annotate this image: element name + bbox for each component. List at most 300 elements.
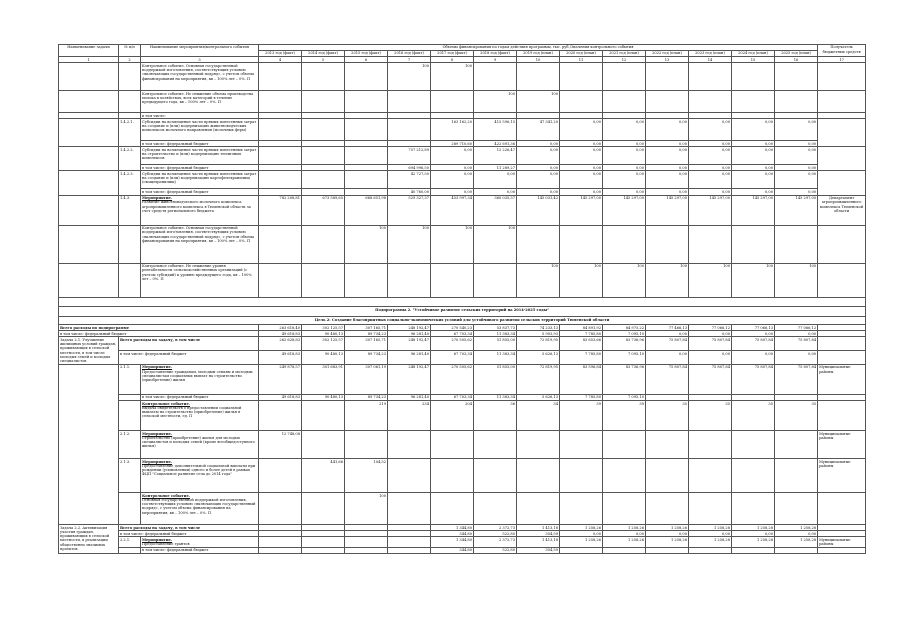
control-event-cell xyxy=(141,63,259,91)
subsidy-event-cell xyxy=(141,171,259,189)
item-number: 1.4.2.3. xyxy=(119,171,141,195)
value-cell: 11 383,34 xyxy=(474,395,517,401)
program-funding-table xyxy=(58,44,866,554)
value-cell: 7 095,10 xyxy=(603,351,646,365)
subsidy-row xyxy=(59,171,866,189)
value-cell: 145 297,00 xyxy=(732,195,775,225)
value-cell: 104,52 xyxy=(345,459,388,493)
task-sum-row xyxy=(59,337,866,351)
federal-label: в том числе: федеральный бюджет xyxy=(141,395,259,401)
value-cell xyxy=(345,119,388,141)
value-cell xyxy=(388,459,431,493)
column-number: 13 xyxy=(646,57,689,63)
table-cell xyxy=(59,365,119,525)
task-cell: Задача 2.2. Активизация участия граждан, проживающих в сельской местности, в реализации общественно значимых проектов. xyxy=(59,525,119,554)
value-cell: 0,00 xyxy=(517,189,560,195)
measure-row xyxy=(59,365,866,395)
year-header: 2016 год (факт) xyxy=(388,51,431,57)
table-cell xyxy=(59,225,119,263)
value-cell: 1 258,28 xyxy=(775,537,818,547)
value-cell xyxy=(345,91,388,113)
value-cell: 11 383,34 xyxy=(474,351,517,365)
column-number: 12 xyxy=(603,57,646,63)
event-text: Контрольное событие. Не снижение объема производства молока в хозяйствах, всех категорий в течение предыдущего года, кв – 100% лет – 0%. П xyxy=(142,91,254,105)
value-cell: 100 xyxy=(345,225,388,263)
value-cell: 0,00 xyxy=(775,119,818,141)
value-cell: 74 233,13 xyxy=(517,325,560,331)
value-cell: 344,80 xyxy=(431,531,474,537)
year-header: 2017 год (факт) xyxy=(431,51,474,57)
measure-row xyxy=(59,459,866,493)
value-cell xyxy=(560,431,603,459)
column-number: 7 xyxy=(388,57,431,63)
value-cell xyxy=(259,119,302,141)
table-cell xyxy=(818,401,866,431)
value-cell: 89 734,23 xyxy=(345,395,388,401)
value-cell: 83 653,66 xyxy=(560,337,603,351)
value-cell: 39 xyxy=(603,401,646,431)
federal-row xyxy=(59,547,866,553)
value-cell: 0,00 xyxy=(646,531,689,537)
item-number: 1.4.2.1. xyxy=(119,119,141,147)
value-cell: 0,00 xyxy=(689,189,732,195)
value-cell: 49 618,83 xyxy=(259,351,302,365)
value-cell: 35 xyxy=(775,401,818,431)
event-heading: Контрольное событие. xyxy=(142,493,190,498)
value-cell: 1 258,28 xyxy=(775,525,818,531)
value-cell: 0,00 xyxy=(775,141,818,147)
year-header: 2014 год (факт) xyxy=(302,51,345,57)
value-cell xyxy=(259,147,302,165)
event-text: Субсидии на возмещение части прямых понесенных затрат на создание и (или) модернизацию картофелехранилищ (овощехранилищ) xyxy=(142,171,257,185)
value-cell: 219 xyxy=(345,401,388,431)
value-cell xyxy=(603,431,646,459)
value-cell: 36 xyxy=(474,401,517,431)
value-cell xyxy=(259,91,302,113)
subprogram-title-row xyxy=(59,307,866,317)
value-cell xyxy=(732,493,775,525)
year-header: 2021 год (план) xyxy=(603,51,646,57)
value-cell: 77 466,13 xyxy=(646,325,689,331)
value-cell: 415 596,15 xyxy=(474,119,517,141)
control-event-cell xyxy=(141,91,259,113)
value-cell: 529 327,37 xyxy=(388,195,431,225)
value-cell: 0,00 xyxy=(732,351,775,365)
value-cell xyxy=(388,431,431,459)
value-cell xyxy=(302,493,345,525)
value-cell: 354,59 xyxy=(517,531,560,537)
item-number: 2.1.2. xyxy=(119,431,141,459)
value-cell: 0,00 xyxy=(646,331,689,337)
value-cell: 0,00 xyxy=(646,189,689,195)
value-cell: 84 891,92 xyxy=(560,325,603,331)
value-cell: 0,00 xyxy=(603,165,646,171)
table-cell xyxy=(119,225,141,263)
value-cell: 75 807,84 xyxy=(775,337,818,351)
table-cell xyxy=(119,263,141,297)
value-cell: 0,00 xyxy=(775,165,818,171)
value-cell: 0,00 xyxy=(431,189,474,195)
value-cell xyxy=(732,547,775,553)
col-header-num: № п/п xyxy=(119,45,141,57)
event-heading: Мероприятие. xyxy=(142,459,173,464)
value-cell: 75 807,84 xyxy=(646,337,689,351)
year-header: 2022 год (план) xyxy=(646,51,689,57)
control-event-cell xyxy=(141,263,259,297)
value-cell: 100 xyxy=(689,263,732,297)
value-cell: 100 xyxy=(474,91,517,113)
column-number: 16 xyxy=(775,57,818,63)
value-cell xyxy=(646,459,689,493)
value-cell xyxy=(732,431,775,459)
value-cell: 1 258,26 xyxy=(560,537,603,547)
value-cell xyxy=(732,459,775,493)
value-cell: 0,00 xyxy=(560,141,603,147)
value-cell: 0,00 xyxy=(603,171,646,189)
value-cell: 354,59 xyxy=(517,547,560,553)
value-cell: 51 855,00 xyxy=(474,365,517,395)
value-cell: 7 785,80 xyxy=(560,351,603,365)
value-cell xyxy=(345,63,388,91)
value-cell: 42 727,50 xyxy=(388,171,431,189)
item-number: 2.1.3. xyxy=(119,459,141,493)
value-cell: 301 683,91 xyxy=(302,365,345,395)
column-number: 4 xyxy=(259,57,302,63)
value-cell xyxy=(345,263,388,297)
value-cell: 100 xyxy=(732,263,775,297)
value-cell: 1 258,28 xyxy=(732,525,775,531)
table-cell xyxy=(818,91,866,113)
value-cell: 694 996,50 xyxy=(388,165,431,171)
value-cell: 0,00 xyxy=(603,147,646,165)
value-cell: 72 819,95 xyxy=(517,365,560,395)
value-cell: 522,80 xyxy=(474,547,517,553)
value-cell xyxy=(689,459,732,493)
value-cell: 1 258,26 xyxy=(560,525,603,531)
value-cell xyxy=(345,171,388,189)
value-cell xyxy=(388,119,431,141)
value-cell: 100 xyxy=(345,493,388,525)
value-cell: 0,00 xyxy=(646,147,689,165)
year-header: 2020 год (план) xyxy=(560,51,603,57)
value-cell: 67 703,34 xyxy=(431,395,474,401)
total-label: Всего расходы по подпрограмме xyxy=(59,325,259,331)
value-cell xyxy=(345,147,388,165)
value-cell: 7 785,80 xyxy=(560,331,603,337)
column-number: 6 xyxy=(345,57,388,63)
value-cell xyxy=(517,493,560,525)
year-header: 2015 год (факт) xyxy=(345,51,388,57)
value-cell: 83 596,84 xyxy=(560,365,603,395)
value-cell: 7 095,10 xyxy=(603,395,646,401)
table-cell xyxy=(818,171,866,195)
value-cell: 0,00 xyxy=(431,171,474,189)
value-cell: 0,00 xyxy=(474,189,517,195)
value-cell xyxy=(603,547,646,553)
control-event-cell xyxy=(141,401,259,431)
table-cell xyxy=(818,351,866,365)
value-cell: 35 xyxy=(732,401,775,431)
value-cell xyxy=(517,225,560,263)
measure-event-cell xyxy=(141,537,259,547)
value-cell: 1 258,26 xyxy=(646,537,689,547)
value-cell: 96 281,40 xyxy=(388,395,431,401)
item-number: 1.4.2.2. xyxy=(119,147,141,171)
value-cell: 0,00 xyxy=(689,331,732,337)
value-cell: 0,00 xyxy=(689,141,732,147)
table-cell xyxy=(59,91,119,113)
value-cell: 307 165,71 xyxy=(345,325,388,331)
column-number: 1 xyxy=(59,57,119,63)
value-cell: 0,00 xyxy=(517,141,560,147)
column-number: 8 xyxy=(431,57,474,63)
item-number: 2.1.1. xyxy=(119,365,141,395)
value-cell xyxy=(259,263,302,297)
value-cell xyxy=(259,547,302,553)
value-cell xyxy=(775,493,818,525)
value-cell: 100 xyxy=(388,63,431,91)
value-cell: 0,00 xyxy=(517,147,560,165)
value-cell: 757 212,89 xyxy=(388,147,431,165)
value-cell xyxy=(345,547,388,553)
value-cell: 5 626,13 xyxy=(517,351,560,365)
col-header-task: Наименование задачи xyxy=(59,45,119,57)
value-cell: 0,00 xyxy=(732,531,775,537)
value-cell xyxy=(689,431,732,459)
value-cell xyxy=(646,431,689,459)
measure-row xyxy=(59,431,866,459)
value-cell xyxy=(646,63,689,91)
performer-cell: Департамент агропромышленного комплекса Тюменской области xyxy=(818,195,866,225)
value-cell xyxy=(517,431,560,459)
value-cell: 453 997,34 xyxy=(431,195,474,225)
task-sum-label: Всего расходы на задачу, в том числе xyxy=(119,337,259,351)
value-cell: 1 258,28 xyxy=(689,537,732,547)
task-cell: Задача 2.1. Улучшение жилищных условий граждан, проживающих в сельской местности, в том числе молодых семей и молодых специалистов. xyxy=(59,337,119,365)
value-cell: 248 192,47 xyxy=(388,337,431,351)
value-cell: 145 031,42 xyxy=(517,195,560,225)
task-federal-label: в том числе: федеральный бюджет xyxy=(119,531,259,537)
federal-label: в том числе: федеральный бюджет xyxy=(141,189,259,195)
value-cell: 0,00 xyxy=(646,119,689,141)
task-federal-label: в том числе: федеральный бюджет xyxy=(119,351,259,365)
value-cell: 7 095,10 xyxy=(603,331,646,337)
value-cell: 289 710,60 xyxy=(431,141,474,147)
table-cell xyxy=(119,401,141,431)
federal-label: в том числе: федеральный бюджет xyxy=(141,141,259,147)
value-cell: 67 703,34 xyxy=(431,351,474,365)
column-number: 15 xyxy=(732,57,775,63)
value-cell xyxy=(259,171,302,189)
value-cell: 0,00 xyxy=(431,147,474,165)
column-number: 10 xyxy=(517,57,560,63)
value-cell: 5 626,13 xyxy=(517,395,560,401)
value-cell xyxy=(388,91,431,113)
note-cell: в том числе: xyxy=(141,113,259,119)
value-cell: 0,00 xyxy=(560,531,603,537)
value-cell xyxy=(732,225,775,263)
table-cell xyxy=(818,337,866,351)
table-cell xyxy=(59,147,119,171)
document-sheet xyxy=(58,44,864,554)
control-event-row xyxy=(59,493,866,525)
value-cell xyxy=(646,91,689,113)
federal-label: в том числе: федеральный бюджет xyxy=(141,165,259,171)
value-cell: 100 xyxy=(603,263,646,297)
subsidy-row xyxy=(59,147,866,165)
control-event-row xyxy=(59,225,866,263)
value-cell: 0,00 xyxy=(775,531,818,537)
value-cell: 0,00 xyxy=(560,147,603,165)
value-cell: 145 297,00 xyxy=(603,195,646,225)
value-cell: 0,00 xyxy=(775,189,818,195)
value-cell xyxy=(259,225,302,263)
value-cell xyxy=(560,547,603,553)
performer-cell: Муниципальные районы xyxy=(818,365,866,395)
value-cell: 263 618,40 xyxy=(259,325,302,331)
value-cell: 249 878,57 xyxy=(259,365,302,395)
year-header: 2019 год (план) xyxy=(517,51,560,57)
value-cell: 7 785,80 xyxy=(560,395,603,401)
value-cell: 100 xyxy=(431,63,474,91)
goal-row xyxy=(59,317,866,325)
value-cell xyxy=(689,225,732,263)
value-cell xyxy=(775,547,818,553)
value-cell xyxy=(302,119,345,141)
value-cell: 75 807,84 xyxy=(646,365,689,395)
value-cell: 145 297,00 xyxy=(775,195,818,225)
value-cell: 72 819,95 xyxy=(517,337,560,351)
value-cell: 422 691,36 xyxy=(474,141,517,147)
value-cell: 270 505,62 xyxy=(431,365,474,395)
table-cell xyxy=(818,119,866,147)
value-cell: 75 807,84 xyxy=(689,365,732,395)
column-number: 3 xyxy=(141,57,259,63)
value-cell: 1 258,26 xyxy=(603,525,646,531)
value-cell: 0,00 xyxy=(560,189,603,195)
value-cell: 0,00 xyxy=(775,331,818,337)
value-cell xyxy=(345,537,388,547)
value-cell: 234 xyxy=(388,401,431,431)
value-cell: 89 734,23 xyxy=(345,331,388,337)
year-header: 2023 год (план) xyxy=(689,51,732,57)
spacer-row xyxy=(59,297,866,307)
value-cell xyxy=(345,431,388,459)
value-cell: 96 281,40 xyxy=(388,331,431,337)
event-text: Предоставление дополнительной социальной выплаты при рождении (усыновлении) одного и более детей в рамках ФЦП "Социальное развитие села до 2014 года" xyxy=(142,463,256,477)
value-cell: 0,00 xyxy=(689,171,732,189)
value-cell xyxy=(689,493,732,525)
value-cell: 1 258,26 xyxy=(603,537,646,547)
value-cell: 11 383,34 xyxy=(474,331,517,337)
measure-event-cell xyxy=(141,195,259,225)
value-cell: 0,00 xyxy=(732,189,775,195)
value-cell: 100 xyxy=(474,225,517,263)
value-cell: 100 xyxy=(517,91,560,113)
value-cell: 35 xyxy=(689,401,732,431)
measure-event-cell xyxy=(141,365,259,395)
value-cell: 77 066,13 xyxy=(732,325,775,331)
table-cell xyxy=(59,119,119,147)
value-cell: 34 xyxy=(517,401,560,431)
value-cell: 0,00 xyxy=(603,119,646,141)
value-cell: 75 807,84 xyxy=(732,337,775,351)
event-text: Предоставление грантов xyxy=(142,541,190,546)
value-cell xyxy=(560,91,603,113)
value-cell: 0,00 xyxy=(603,141,646,147)
value-cell: 1 258,28 xyxy=(732,537,775,547)
value-cell: 0,00 xyxy=(732,331,775,337)
value-cell: 0,00 xyxy=(732,147,775,165)
table-cell xyxy=(818,147,866,171)
value-cell: 302 125,57 xyxy=(302,337,345,351)
item-number: 2.2.1. xyxy=(119,537,141,547)
subprogram-title: Подпрограмма 2. "Устойчивое развитие сельских территорий на 2014-2025 годы" xyxy=(59,307,866,317)
measure-event-cell xyxy=(141,459,259,493)
value-cell: 1 344,80 xyxy=(431,537,474,547)
value-cell xyxy=(560,225,603,263)
value-cell: 1 344,80 xyxy=(431,525,474,531)
value-cell: 248 192,47 xyxy=(388,325,431,331)
event-text: Строительство (приобретение) жилья для молодых специалистов и молодых семей (кроме всеобщедоступного жилья) xyxy=(142,435,255,449)
subsidy-row xyxy=(59,119,866,141)
value-cell: 0,00 xyxy=(689,119,732,141)
value-cell: 307 165,71 xyxy=(345,337,388,351)
value-cell: 2 372,73 xyxy=(474,525,517,531)
value-cell xyxy=(560,63,603,91)
value-cell: 270 505,62 xyxy=(431,337,474,351)
value-cell: 441,66 xyxy=(302,459,345,493)
value-cell: 83 736,96 xyxy=(603,337,646,351)
value-cell: 49 618,83 xyxy=(259,331,302,337)
value-cell xyxy=(775,459,818,493)
value-cell xyxy=(689,547,732,553)
task-federal-row xyxy=(59,351,866,365)
control-event-cell xyxy=(141,493,259,525)
value-cell: 0,00 xyxy=(732,119,775,141)
table-cell xyxy=(119,547,141,553)
value-cell: 163 162,20 xyxy=(431,119,474,141)
value-cell: 90 480,13 xyxy=(302,331,345,337)
value-cell: 0,00 xyxy=(646,171,689,189)
value-cell xyxy=(474,493,517,525)
column-number: 14 xyxy=(689,57,732,63)
col-header-funding: Объемы финансирования по годам действия программы, тыс. руб./Значения контрольного события xyxy=(259,45,818,51)
value-cell: 0,00 xyxy=(560,171,603,189)
year-header: 2025 год (план) xyxy=(775,51,818,57)
event-text: Выдача свидетельств о предоставлении социальной выплаты на строительство (приобретение) жилья в сельской местности, ед. П xyxy=(142,405,242,419)
value-cell xyxy=(302,147,345,165)
column-number: 5 xyxy=(302,57,345,63)
value-cell xyxy=(431,459,474,493)
value-cell: 1 413,18 xyxy=(517,537,560,547)
col-header-event: Наименование мероприятия/контрольного события xyxy=(141,45,259,57)
table-cell xyxy=(119,493,141,525)
control-event-row xyxy=(59,63,866,91)
event-text: Предоставление гражданам, молодым семьям и молодым специалистам социальных выплат на строительство (приобретение) жилья xyxy=(142,369,253,383)
control-event-row xyxy=(59,401,866,431)
subsidy-event-cell xyxy=(141,147,259,165)
value-cell: 49 618,83 xyxy=(259,395,302,401)
value-cell: 77 066,12 xyxy=(689,325,732,331)
value-cell xyxy=(689,63,732,91)
year-header: 2013 год (факт) xyxy=(259,51,302,57)
value-cell: 1 258,26 xyxy=(646,525,689,531)
value-cell xyxy=(302,63,345,91)
value-cell xyxy=(689,91,732,113)
value-cell: 1 258,28 xyxy=(689,525,732,531)
value-cell: 0,00 xyxy=(603,189,646,195)
